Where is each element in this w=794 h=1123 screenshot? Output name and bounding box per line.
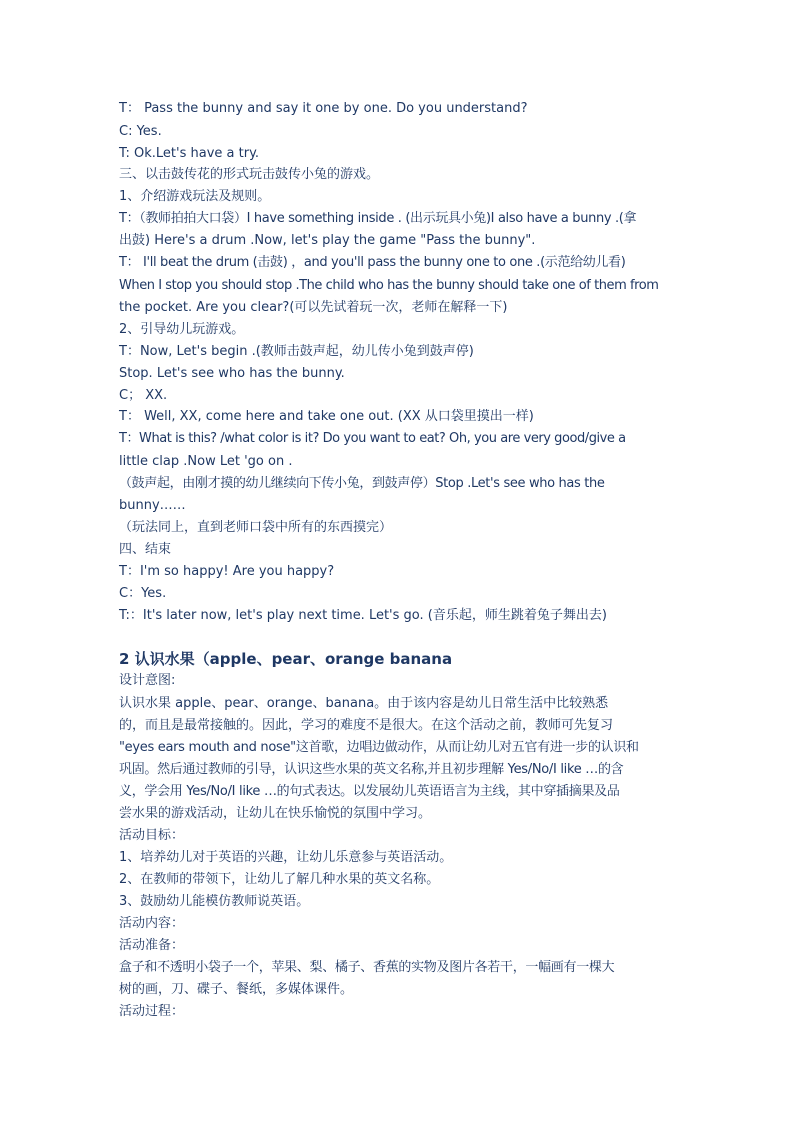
text-line: little clap .Now Let 'go on . bbox=[119, 454, 293, 469]
text-line: the pocket. Are you clear?(可以先试着玩一次，老师在解释一下) bbox=[119, 300, 508, 315]
section-heading: 三、以击鼓传花的形式玩击鼓传小兔的游戏。 bbox=[119, 167, 380, 182]
text-line: 的，而且是最常接触的。因此，学习的难度不是很大。在这个活动之前，教师可先复习 bbox=[119, 718, 614, 733]
text-line: T:：It's later now, let's play next time. Let's go. (音乐起，师生跳着兔子舞出去) bbox=[119, 608, 607, 623]
text-line: 尝水果的游戏活动，让幼儿在快乐愉悦的氛围中学习。 bbox=[119, 806, 432, 821]
text-line: T：I'm so happy! Are you happy? bbox=[119, 564, 335, 579]
text-line: T： Well, XX, come here and take one out. (XX 从口袋里摸出一样) bbox=[119, 409, 534, 424]
text-line: （鼓声起，由刚才摸的幼儿继续向下传小兔，到鼓声停）Stop .Let's see who has the bbox=[119, 476, 605, 491]
text-line: 树的画，刀、碟子、餐纸，多媒体课件。 bbox=[119, 982, 354, 997]
text-line: 义，学会用 Yes/No/I like …的句式表达。以发展幼儿英语语言为主线，其中穿插摘果及品 bbox=[119, 784, 620, 799]
text-line: C: Yes. bbox=[119, 124, 162, 139]
list-item: 1、培养幼儿对于英语的兴趣，让幼儿乐意参与英语活动。 bbox=[119, 850, 453, 865]
section-title: 2 认识水果（apple、pear、orange banana bbox=[119, 650, 453, 668]
text-line: T： I'll beat the drum (击鼓) ，and you'll pass the bunny one to one .(示范给幼儿看) bbox=[119, 255, 626, 270]
list-item: 2、在教师的带领下，让幼儿了解几种水果的英文名称。 bbox=[119, 872, 440, 887]
label-line: 活动内容： bbox=[119, 916, 185, 931]
list-item: 3、鼓励幼儿能模仿教师说英语。 bbox=[119, 894, 310, 909]
text-line: T：Now, Let's begin .(教师击鼓声起，幼儿传小兔到鼓声停) bbox=[119, 344, 474, 359]
label-line: 活动过程： bbox=[119, 1004, 185, 1019]
text-line: bunny…… bbox=[119, 498, 186, 513]
text-line: T：（教师拍拍大口袋）I have something inside . (出示玩具小兔)I also have a bunny .(拿 bbox=[119, 211, 637, 226]
text-line: T： Pass the bunny and say it one by one. Do you understand? bbox=[119, 101, 528, 116]
label-line: 设计意图: bbox=[119, 673, 176, 688]
text-line: Stop. Let's see who has the bunny. bbox=[119, 366, 345, 381]
section-heading: 四、结束 bbox=[119, 542, 172, 557]
subsection-heading: 2、引导幼儿玩游戏。 bbox=[119, 322, 245, 337]
subsection-heading: 1、介绍游戏玩法及规则。 bbox=[119, 189, 271, 204]
label-line: 活动准备： bbox=[119, 938, 185, 953]
text-line: T: Ok.Let's have a try. bbox=[119, 146, 260, 161]
label-line: 活动目标： bbox=[119, 828, 185, 843]
text-line: 出鼓) Here's a drum .Now, let's play the game "Pass the bunny". bbox=[119, 233, 536, 248]
text-line: 巩固。然后通过教师的引导，认识这些水果的英文名称,并且初步理解 Yes/No/I like …的含 bbox=[119, 762, 624, 777]
text-line: C：Yes. bbox=[119, 586, 167, 601]
text-line: 认识水果 apple、pear、orange、banana。由于该内容是幼儿日常生活中比较熟悉 bbox=[119, 696, 609, 711]
text-line: "eyes ears mouth and nose"这首歌，边唱边做动作，从而让幼儿对五官有进一步的认识和 bbox=[119, 740, 639, 755]
text-line: When I stop you should stop .The child who has the bunny should take one of them from bbox=[119, 278, 659, 293]
text-line: （玩法同上，直到老师口袋中所有的东西摸完） bbox=[119, 520, 393, 535]
text-line: T：What is this? /what color is it? Do you want to eat? Oh, you are very good/give a bbox=[119, 431, 626, 446]
text-line: C； XX. bbox=[119, 388, 168, 403]
text-line: 盒子和不透明小袋子一个，苹果、梨、橘子、香蕉的实物及图片各若干，一幅画有一棵大 bbox=[119, 960, 615, 975]
